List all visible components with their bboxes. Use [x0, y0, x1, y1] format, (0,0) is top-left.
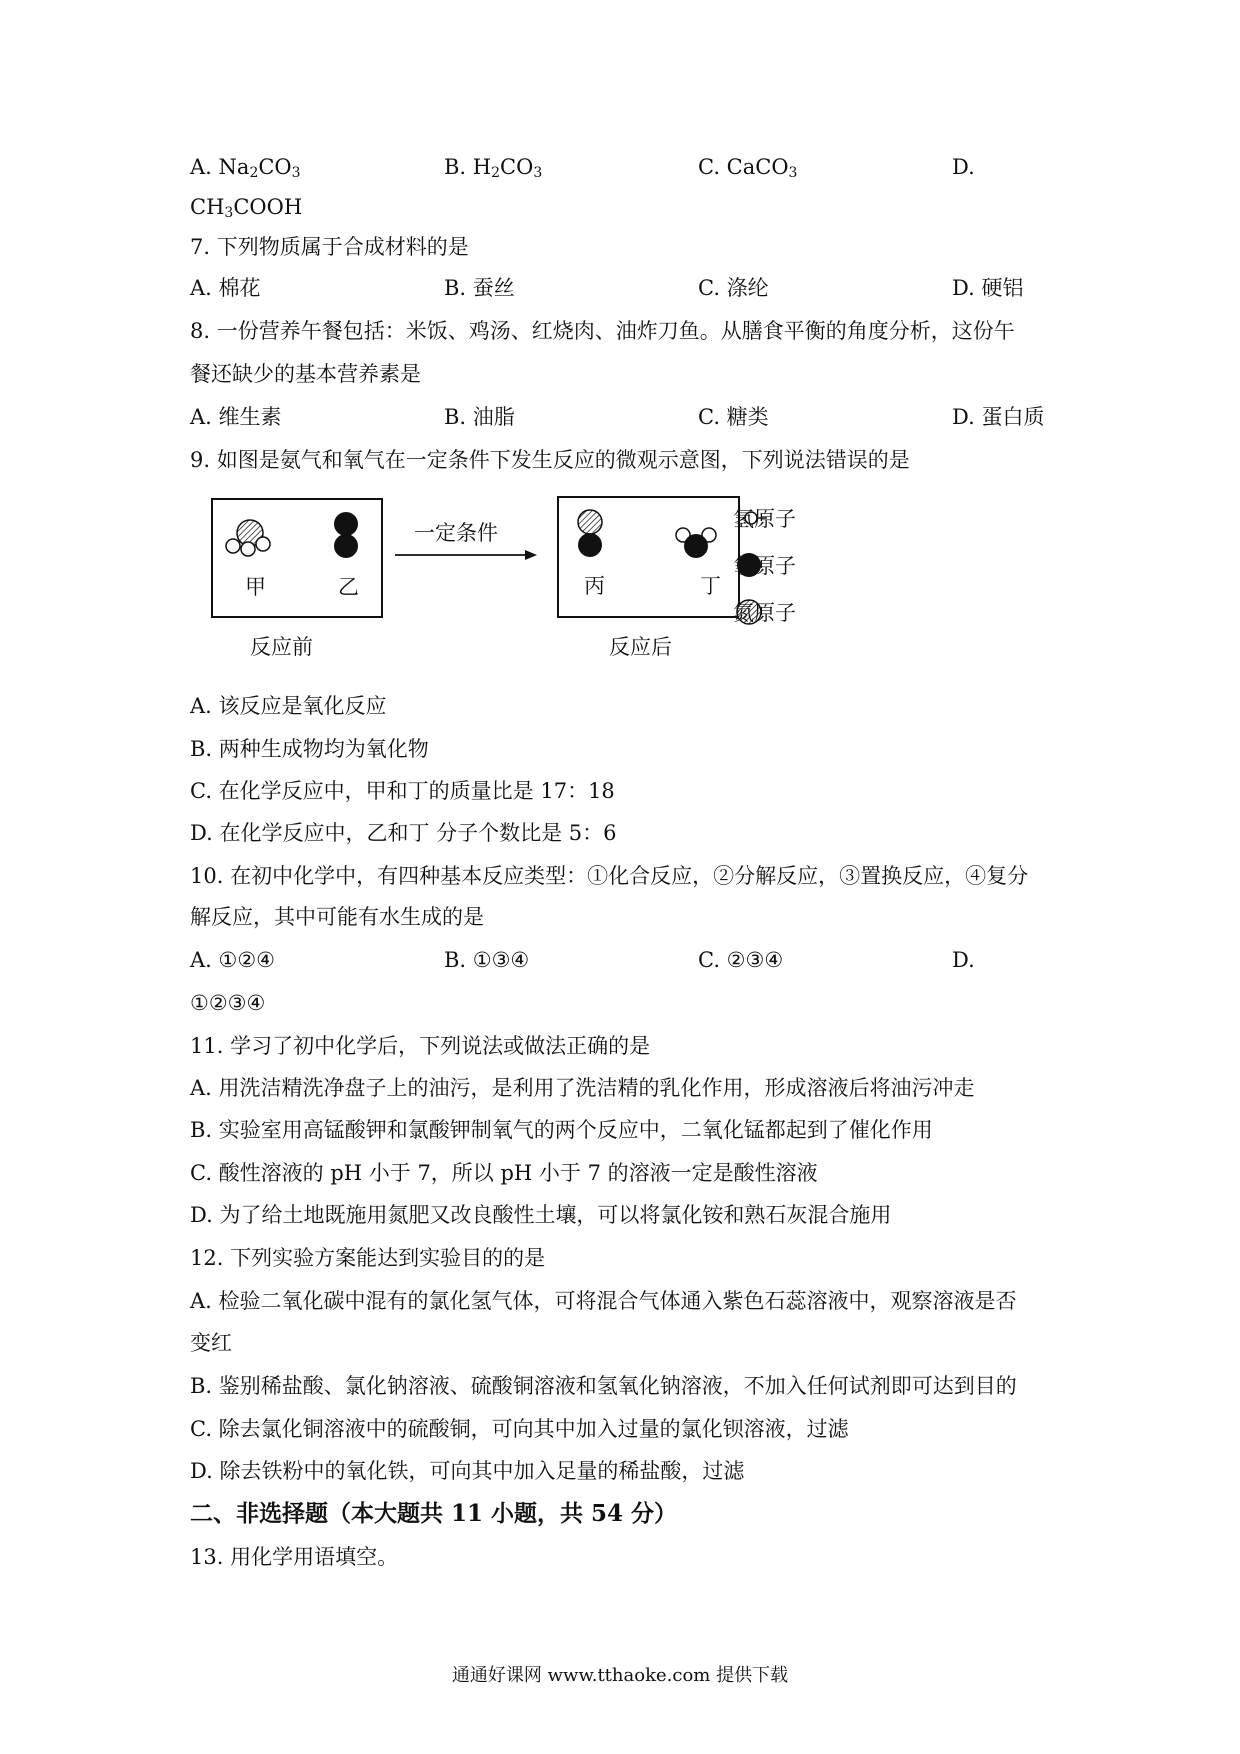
legend-oxygen: 氧原子 — [733, 554, 796, 578]
reaction-diagram — [205, 490, 796, 665]
before-box — [212, 499, 382, 617]
no-molecule — [578, 510, 602, 557]
q11-option-c: C. 酸性溶液的 pH 小于 7，所以 pH 小于 7 的溶液一定是酸性溶液 — [190, 1161, 818, 1185]
q6-option-d: D. — [952, 155, 975, 179]
oxygen-molecule — [334, 512, 358, 558]
q12-option-d: D. 除去铁粉中的氧化铁，可向其中加入足量的稀盐酸，过滤 — [190, 1459, 745, 1483]
q10-option-a: A. ①②④ — [190, 948, 275, 972]
oxygen-atom — [334, 534, 358, 558]
label-jia: 甲 — [245, 575, 266, 599]
q9-stem: 9. 如图是氨气和氧气在一定条件下发生反应的微观示意图，下列说法错误的是 — [190, 448, 910, 472]
q10-stem-line1: 10. 在初中化学中，有四种基本反应类型：①化合反应，②分解反应，③置换反应，④复分 — [190, 864, 1029, 888]
q7-option-b: B. 蚕丝 — [444, 276, 515, 300]
q7-stem: 7. 下列物质属于合成材料的是 — [190, 235, 469, 259]
q10-option-c: C. ②③④ — [698, 948, 784, 972]
q12-option-a-line2: 变红 — [190, 1331, 232, 1355]
q8-option-a: A. 维生素 — [190, 405, 282, 429]
q12-stem: 12. 下列实验方案能达到实验目的的是 — [190, 1246, 546, 1270]
label-ding: 丁 — [700, 574, 721, 598]
label-bing: 丙 — [584, 574, 605, 598]
q7-option-d: D. 硬铝 — [952, 276, 1024, 300]
caption-after: 反应后 — [609, 635, 672, 659]
q7-option-c: C. 涤纶 — [698, 276, 769, 300]
arrow-label: 一定条件 — [414, 521, 498, 545]
q12-option-a-line1: A. 检验二氧化碳中混有的氯化氢气体，可将混合气体通入紫色石蕊溶液中，观察溶液是否 — [190, 1289, 1017, 1313]
q8-option-c: C. 糖类 — [698, 405, 769, 429]
q11-option-d: D. 为了给土地既施用氮肥又改良酸性土壤，可以将氯化铵和熟石灰混合施用 — [190, 1203, 892, 1227]
nitrogen-atom — [578, 510, 602, 534]
q12-option-b: B. 鉴别稀盐酸、氯化钠溶液、硫酸铜溶液和氢氧化钠溶液，不加入任何试剂即可达到目的 — [190, 1374, 1017, 1398]
q9-option-a: A. 该反应是氧化反应 — [190, 694, 387, 718]
q8-option-b: B. 油脂 — [444, 405, 515, 429]
oxygen-atom — [684, 534, 708, 558]
hydrogen-atom — [226, 539, 240, 553]
q11-option-b: B. 实验室用高锰酸钾和氯酸钾制氧气的两个反应中，二氧化锰都起到了催化作用 — [190, 1118, 933, 1142]
q11-option-a: A. 用洗洁精洗净盘子上的油污，是利用了洗洁精的乳化作用，形成溶液后将油污冲走 — [190, 1076, 975, 1100]
section2-heading: 二、非选择题（本大题共 11 小题，共 54 分） — [190, 1500, 678, 1527]
caption-before: 反应前 — [250, 635, 313, 659]
q6-option-d-wrap: $CH_3COOH$ — [190, 195, 303, 221]
q13-stem: 13. 用化学用语填空。 — [190, 1545, 399, 1569]
hydrogen-atom — [256, 537, 270, 551]
q10-option-d-wrap: ①②③④ — [190, 991, 266, 1015]
oxygen-atom — [334, 512, 358, 536]
oxygen-atom — [578, 533, 602, 557]
legend-nitrogen: 氮原子 — [733, 601, 796, 625]
q8-option-d: D. 蛋白质 — [952, 405, 1045, 429]
q11-stem: 11. 学习了初中化学后，下列说法或做法正确的是 — [190, 1034, 651, 1058]
q7-option-a: A. 棉花 — [190, 276, 261, 300]
legend-hydrogen: 氢原子 — [733, 507, 796, 531]
q10-option-b: B. ①③④ — [444, 948, 530, 972]
ammonia-molecule — [226, 520, 270, 556]
q9-option-b: B. 两种生成物均为氧化物 — [190, 737, 429, 761]
q12-option-c: C. 除去氯化铜溶液中的硫酸铜，可向其中加入过量的氯化钡溶液，过滤 — [190, 1417, 849, 1441]
q10-option-d: D. — [952, 948, 975, 972]
q10-stem-line2: 解反应，其中可能有水生成的是 — [190, 905, 484, 929]
label-yi: 乙 — [338, 575, 359, 599]
water-molecule — [676, 528, 716, 558]
q8-stem-line2: 餐还缺少的基本营养素是 — [190, 362, 421, 386]
q6-option-b: B. $H_2CO_3$ — [444, 155, 543, 181]
q9-option-d: D. 在化学反应中，乙和丁 分子个数比是 5：6 — [190, 821, 617, 845]
page-footer: 通通好课网 www.tthaoke.com 提供下载 — [451, 1665, 789, 1686]
arrow-head-icon — [525, 550, 537, 560]
q9-option-c: C. 在化学反应中，甲和丁的质量比是 17：18 — [190, 779, 615, 803]
q8-stem-line1: 8. 一份营养午餐包括：米饭、鸡汤、红烧肉、油炸刀鱼。从膳食平衡的角度分析，这份午 — [190, 319, 1015, 343]
hydrogen-atom — [241, 542, 255, 556]
q6-option-a: A. $Na_2CO_3$ — [190, 155, 301, 181]
q6-option-c: C. CaCO$_3$ — [698, 155, 798, 181]
